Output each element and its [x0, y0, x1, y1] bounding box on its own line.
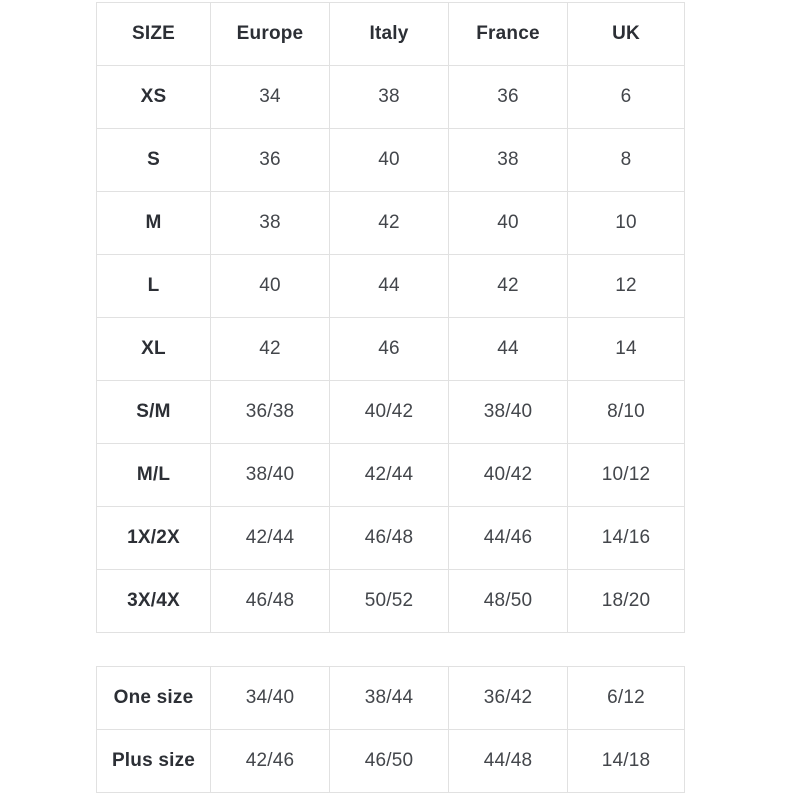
table-row: [97, 667, 685, 730]
value-cell: 38: [330, 66, 449, 129]
row-label-cell: L: [97, 255, 211, 318]
column-header-size: SIZE: [97, 3, 211, 66]
row-label-cell: XL: [97, 318, 211, 381]
column-header-europe: Europe: [211, 3, 330, 66]
row-label-cell: S/M: [97, 381, 211, 444]
size-conversion-table: [96, 2, 685, 633]
special-sizes-table: [96, 666, 685, 793]
value-cell: 40: [211, 255, 330, 318]
row-label-cell: S: [97, 129, 211, 192]
value-cell: 10: [568, 192, 685, 255]
value-cell: 42: [330, 192, 449, 255]
row-label-cell: Plus size: [97, 730, 211, 793]
value-cell: 36/38: [211, 381, 330, 444]
table-row: [97, 129, 685, 192]
table-row: [97, 66, 685, 129]
value-cell: 42/46: [211, 730, 330, 793]
size-table-body: [97, 66, 685, 633]
row-label-cell: One size: [97, 667, 211, 730]
table-row: [97, 318, 685, 381]
value-cell: 34/40: [211, 667, 330, 730]
value-cell: 18/20: [568, 570, 685, 633]
value-cell: 38/40: [211, 444, 330, 507]
value-cell: 42/44: [211, 507, 330, 570]
column-header-france: France: [449, 3, 568, 66]
table-row: [97, 255, 685, 318]
value-cell: 50/52: [330, 570, 449, 633]
table-row: [97, 444, 685, 507]
value-cell: 38/44: [330, 667, 449, 730]
value-cell: 40: [330, 129, 449, 192]
row-label-cell: M: [97, 192, 211, 255]
value-cell: 8/10: [568, 381, 685, 444]
size-table-header: [97, 3, 685, 66]
table-row: [97, 192, 685, 255]
value-cell: 46: [330, 318, 449, 381]
value-cell: 42: [449, 255, 568, 318]
value-cell: 34: [211, 66, 330, 129]
value-cell: 36/42: [449, 667, 568, 730]
value-cell: 36: [211, 129, 330, 192]
value-cell: 40/42: [330, 381, 449, 444]
value-cell: 40: [449, 192, 568, 255]
table-row: [97, 730, 685, 793]
value-cell: 36: [449, 66, 568, 129]
value-cell: 46/48: [330, 507, 449, 570]
table-row: [97, 381, 685, 444]
row-label-cell: M/L: [97, 444, 211, 507]
value-cell: 38/40: [449, 381, 568, 444]
row-label-cell: 3X/4X: [97, 570, 211, 633]
value-cell: 42/44: [330, 444, 449, 507]
column-header-uk: UK: [568, 3, 685, 66]
value-cell: 38: [211, 192, 330, 255]
value-cell: 46/48: [211, 570, 330, 633]
value-cell: 6: [568, 66, 685, 129]
size-chart-page: [96, 2, 684, 793]
value-cell: 6/12: [568, 667, 685, 730]
value-cell: 48/50: [449, 570, 568, 633]
value-cell: 14/16: [568, 507, 685, 570]
value-cell: 8: [568, 129, 685, 192]
value-cell: 46/50: [330, 730, 449, 793]
value-cell: 14/18: [568, 730, 685, 793]
value-cell: 12: [568, 255, 685, 318]
value-cell: 42: [211, 318, 330, 381]
table-row: [97, 507, 685, 570]
table-row: [97, 570, 685, 633]
value-cell: 44: [330, 255, 449, 318]
value-cell: 44: [449, 318, 568, 381]
header-row: [97, 3, 685, 66]
row-label-cell: XS: [97, 66, 211, 129]
row-label-cell: 1X/2X: [97, 507, 211, 570]
value-cell: 10/12: [568, 444, 685, 507]
value-cell: 40/42: [449, 444, 568, 507]
value-cell: 38: [449, 129, 568, 192]
value-cell: 14: [568, 318, 685, 381]
value-cell: 44/48: [449, 730, 568, 793]
special-sizes-body: [97, 667, 685, 793]
column-header-italy: Italy: [330, 3, 449, 66]
value-cell: 44/46: [449, 507, 568, 570]
